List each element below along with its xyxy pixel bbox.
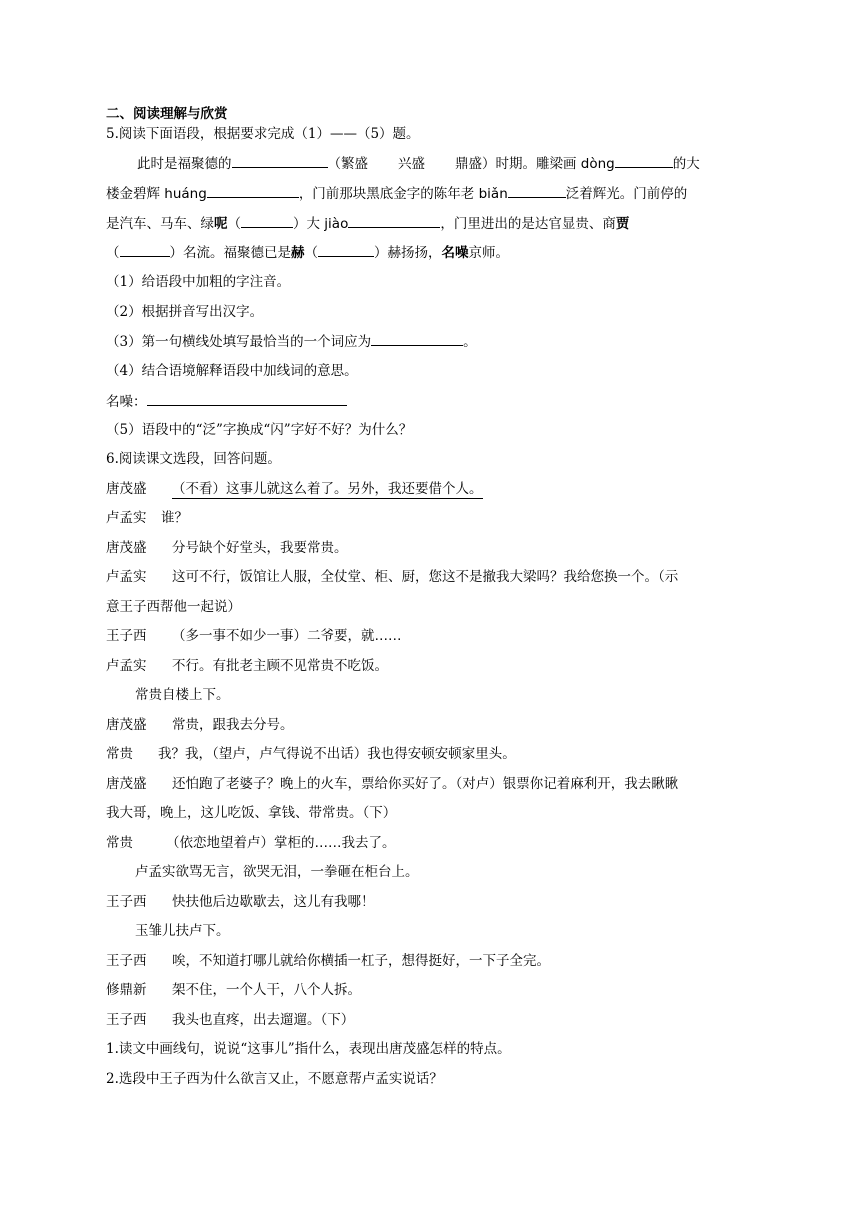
answer-blank[interactable] xyxy=(508,183,566,198)
speaker-name: 王子西 xyxy=(106,953,147,969)
q5-text: 鼎盛）时期。雕梁画 dòng xyxy=(455,156,615,172)
q5-sub-3 xyxy=(106,331,477,352)
speaker-name: 卢孟实 xyxy=(106,658,147,674)
answer-blank[interactable] xyxy=(241,213,293,228)
q5-sub-4: （4）结合语境解释语段中加线词的意思。 xyxy=(106,363,358,379)
dialogue-text: 常贵，跟我去分号。 xyxy=(172,717,294,733)
q5-text: 京师。 xyxy=(468,245,509,261)
dialogue-line xyxy=(106,479,483,499)
dialogue-text: （多一事不如少一事）二爷要，就…… xyxy=(172,628,402,644)
speaker-name: 王子西 xyxy=(106,628,147,644)
answer-blank[interactable] xyxy=(147,391,347,406)
speaker-name: 卢孟实 xyxy=(106,510,147,526)
dialogue-text: 意王子西帮他一起说） xyxy=(106,599,241,615)
dialogue-text: 这可不行，饭馆让人服，全仗堂、柜、厨，您这不是撤我大梁吗？我给您换一个。（示 xyxy=(172,569,679,585)
dialogue-line xyxy=(106,892,375,912)
q5-sub-2: （2）根据拼音写出汉字。 xyxy=(106,304,264,320)
dialogue-text: 架不住，一个人干，八个人拆。 xyxy=(172,982,361,998)
q5-sub-5: （5）语段中的“泛”字换成“闪”字好不好？为什么？ xyxy=(106,422,413,438)
q5-text: ）名流。福聚德已是 xyxy=(169,245,291,261)
dialogue-line xyxy=(106,980,361,1000)
speaker-name: 唐茂盛 xyxy=(106,540,147,556)
dialogue-line xyxy=(106,597,241,617)
q5-text: （ xyxy=(106,245,120,261)
q5-text: 楼金碧辉 huáng xyxy=(106,186,207,202)
q5-text: （繁盛 xyxy=(327,156,368,172)
speaker-name: 卢孟实 xyxy=(106,569,147,585)
answer-blank[interactable] xyxy=(120,242,170,257)
speaker-name: 唐茂盛 xyxy=(106,776,147,792)
dialogue-line xyxy=(106,744,516,764)
dialogue-text: 唉，不知道打哪儿就给你横插一杠子，想得挺好，一下子全完。 xyxy=(172,953,550,969)
q5-paragraph-line-4 xyxy=(106,242,509,263)
dialogue-line xyxy=(106,1010,354,1030)
q5-paragraph-line-2 xyxy=(106,183,687,204)
answer-blank[interactable] xyxy=(318,242,374,257)
speaker-name: 常贵 xyxy=(106,835,133,851)
q5-text: ，门里进出的是达官显贵、商 xyxy=(440,216,616,232)
dialogue-line xyxy=(106,567,678,587)
dialogue-line xyxy=(106,833,396,853)
stage-direction: 常贵自楼上下。 xyxy=(135,687,230,703)
speaker-name: 王子西 xyxy=(106,1012,147,1028)
speaker-name: 王子西 xyxy=(106,894,147,910)
dialogue-line xyxy=(106,626,402,646)
dialogue-text: 我？我，（望卢，卢气得说不出话）我也得安顿安顿家里头。 xyxy=(158,746,516,762)
q5-sub-3-end: 。 xyxy=(463,334,477,350)
dialogue-line xyxy=(106,508,188,528)
dialogue-text: （依恋地望着卢）掌柜的……我去了。 xyxy=(166,835,396,851)
answer-blank[interactable] xyxy=(348,213,440,228)
q6-question-1: 1.读文中画线句，说说“这事儿”指什么，表现出唐茂盛怎样的特点。 xyxy=(106,1041,511,1057)
dialogue-text: 我大哥，晚上，这儿吃饭、拿钱、带常贵。（下） xyxy=(106,805,397,821)
dialogue-text: 分号缺个好堂头，我要常贵。 xyxy=(172,540,348,556)
q5-text: （ xyxy=(227,216,241,232)
mingzao-label: 名噪： xyxy=(106,394,147,410)
section-heading: 二、阅读理解与欣赏 xyxy=(106,106,228,122)
q5-text: 的大 xyxy=(672,156,700,172)
dialogue-line xyxy=(106,656,388,676)
bold-char: 赫 xyxy=(291,245,305,261)
q5-text: ）赫扬扬， xyxy=(374,245,442,261)
q6-question-2: 2.选段中王子西为什么欲言又止，不愿意帮卢孟实说话？ xyxy=(106,1071,443,1087)
q5-text: 是汽车、马车、绿 xyxy=(106,216,214,232)
dialogue-line xyxy=(106,715,294,735)
answer-blank[interactable] xyxy=(232,153,328,168)
q5-paragraph-line-1 xyxy=(137,153,700,174)
q5-paragraph-line-3 xyxy=(106,213,629,234)
answer-blank[interactable] xyxy=(615,153,673,168)
dialogue-text: 我头也直疼，出去遛遛。（下） xyxy=(172,1012,355,1028)
q5-text: ）大 jiào xyxy=(293,216,349,232)
q5-text: 此时是福聚德的 xyxy=(137,156,232,172)
dialogue-text: 快扶他后边歇歇去，这儿有我哪！ xyxy=(172,894,375,910)
bold-char: 名噪 xyxy=(441,245,469,261)
q5-text: ，门前那块黑底金字的陈年老 biǎn xyxy=(298,186,508,202)
underlined-sentence: （不看）这事儿就这么着了。另外，我还要借个人。 xyxy=(172,481,483,497)
stage-direction: 玉雏儿扶卢下。 xyxy=(135,923,230,939)
dialogue-line xyxy=(106,951,550,971)
dialogue-text: 还怕跑了老婆子？晚上的火车，票给你买好了。（对卢）银票你记着麻利开，我去瞅瞅 xyxy=(172,776,679,792)
q5-sub-1: （1）给语段中加粗的字注音。 xyxy=(106,274,291,290)
dialogue-text: 谁？ xyxy=(161,510,188,526)
dialogue-text: 不行。有批老主顾不见常贵不吃饭。 xyxy=(172,658,388,674)
q5-sub-3-text: （3）第一句横线处填写最恰当的一个词应为 xyxy=(106,334,372,350)
bold-char: 贾 xyxy=(615,216,630,232)
answer-blank[interactable] xyxy=(371,331,463,346)
dialogue-line xyxy=(106,803,396,823)
stage-direction: 卢孟实欲骂无言，欲哭无泪，一拳砸在柜台上。 xyxy=(135,864,419,880)
speaker-name: 唐茂盛 xyxy=(106,717,147,733)
q5-text: （ xyxy=(304,245,318,261)
q5-mingzao xyxy=(106,391,347,412)
q5-text: 泛着辉光。门前停的 xyxy=(565,186,688,202)
speaker-name: 唐茂盛 xyxy=(106,481,147,497)
bold-char: 呢 xyxy=(214,216,228,232)
q6-prompt: 6.阅读课文选段，回答问题。 xyxy=(106,451,281,467)
q5-prompt: 5.阅读下面语段，根据要求完成（1）——（5）题。 xyxy=(106,126,420,142)
dialogue-line xyxy=(106,538,348,558)
dialogue-line xyxy=(106,774,678,794)
q5-text: 兴盛 xyxy=(398,156,425,172)
speaker-name: 修鼎新 xyxy=(106,982,147,998)
answer-blank[interactable] xyxy=(207,183,299,198)
speaker-name: 常贵 xyxy=(106,746,133,762)
